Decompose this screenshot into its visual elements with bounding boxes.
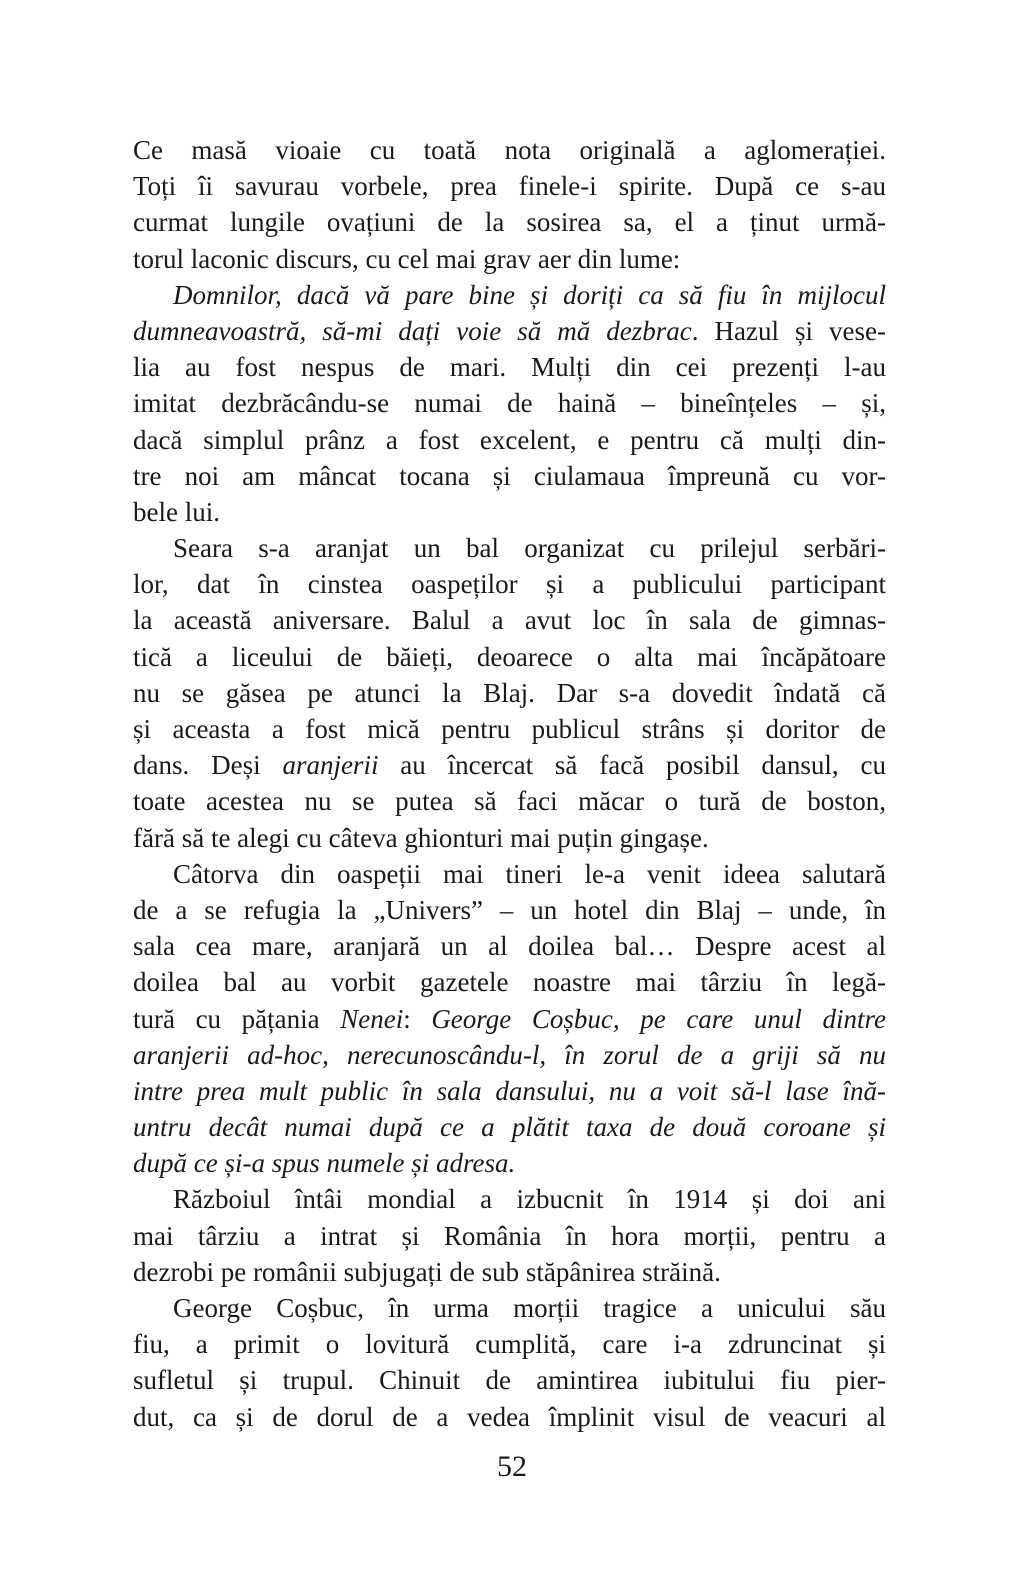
text-run: fiu, a primit o lovitură cumplită, care i-a zdruncinat și: [133, 1329, 886, 1360]
text-line: [133, 856, 886, 892]
text-run: mai târziu a intrat și România în hora morții, pentru a: [133, 1220, 886, 1251]
text-line: [133, 892, 886, 928]
text-line: [133, 132, 886, 168]
text-line: [133, 385, 886, 421]
text-line: [133, 747, 886, 783]
text-line: [133, 349, 886, 385]
text-line: [133, 566, 886, 602]
text-line: [133, 458, 886, 494]
text-line: [133, 820, 886, 856]
text-run: dans. Deși: [133, 750, 283, 781]
text-run: Războiul întâi mondial a izbucnit în 1914 și doi ani: [173, 1184, 886, 1215]
text-run: lor, dat în cinstea oaspeților și a publicului participant: [133, 569, 886, 600]
italic-text: Domnilor, dacă vă pare bine și doriți ca să fiu în mijlocul: [173, 279, 886, 310]
text-line: [133, 783, 886, 819]
text-line: [133, 1037, 886, 1073]
italic-text: aranjerii ad-hoc, nerecunoscându-l, în zorul de a griji să nu: [133, 1039, 886, 1070]
text-run: Seara s-a aranjat un bal organizat cu prilejul serbări-: [173, 533, 886, 564]
text-run: la această aniversare. Balul a avut loc în sala de gimnas-: [133, 605, 886, 636]
text-line: [133, 313, 886, 349]
text-line: [133, 1326, 886, 1362]
text-line: [133, 639, 886, 675]
italic-text: după ce și-a spus numele și adresa.: [133, 1148, 516, 1179]
text-run: torul laconic discurs, cu cel mai grav aer din lume:: [133, 243, 681, 274]
text-run: nu se găsea pe atunci la Blaj. Dar s-a dovedit îndată că: [133, 677, 886, 708]
text-line: [133, 1181, 886, 1217]
text-line: [133, 422, 886, 458]
page-number: 52: [497, 1450, 527, 1483]
text-line: [133, 1218, 886, 1254]
text-line: [133, 1073, 886, 1109]
text-line: [133, 675, 886, 711]
text-line: [133, 602, 886, 638]
text-run: dezrobi pe românii subjugați de sub stăpânirea străină.: [133, 1256, 721, 1287]
text-line: [133, 241, 886, 277]
text-line: [133, 277, 886, 313]
text-line: [133, 964, 886, 1000]
text-run: tică a liceului de băieți, deoarece o alta mai încăpătoare: [133, 641, 886, 672]
text-run: tre noi am mâncat tocana și ciulamaua împreună cu vor-: [133, 460, 886, 491]
text-line: [133, 928, 886, 964]
italic-text: aranjerii: [282, 750, 379, 781]
text-line: [133, 1254, 886, 1290]
text-run: . Hazul și vese-: [691, 315, 886, 346]
italic-text: intre prea mult public în sala dansului, nu a voit să-l lase înă-: [133, 1075, 886, 1106]
text-run: și aceasta a fost mică pentru publicul strâns și doritor de: [133, 714, 886, 744]
text-line: [133, 1290, 886, 1326]
text-run: lia au fost nespus de mari. Mulți din cei prezenți l-au: [133, 352, 886, 383]
text-line: [133, 1145, 886, 1181]
italic-text: untru decât numai după ce a plătit taxa de două coroane și: [133, 1112, 886, 1143]
text-line: [133, 530, 886, 566]
text-run: Ce masă vioaie cu toată nota originală a aglomerației.: [133, 135, 886, 165]
text-run: George Coșbuc, în urma morții tragice a unicului său: [173, 1293, 886, 1323]
text-run: au încercat să facă posibil dansul, cu: [378, 750, 886, 781]
text-run: Toți îi savurau vorbele, prea finele-i spirite. După ce s-au: [133, 171, 886, 202]
text-line: [133, 711, 886, 747]
text-line: [133, 1001, 886, 1037]
text-run: imitat dezbrăcându-se numai de haină – bineînțeles – și,: [133, 388, 886, 419]
text-line: [133, 1362, 886, 1398]
italic-text: dumneavoastră, să-mi dați voie să mă dezbrac: [133, 315, 692, 346]
italic-text: George Coșbuc, pe care unul dintre: [431, 1003, 886, 1034]
text-run: sala cea mare, aranjară un al doilea bal… Despre acest al: [133, 931, 886, 962]
text-run: de a se refugia la „Univers” – un hotel din Blaj – unde, în: [133, 894, 886, 925]
text-run: doilea bal au vorbit gazetele noastre mai târziu în legă-: [133, 967, 886, 998]
text-run: dut, ca și de dorul de a vedea împlinit visul de veacuri al: [133, 1401, 886, 1432]
text-line: [133, 1399, 886, 1435]
text-run: tură cu pățania: [133, 1003, 341, 1034]
text-run: :: [403, 1003, 432, 1034]
text-line: [133, 494, 886, 530]
body-text: [133, 132, 886, 1435]
text-run: curmat lungile ovațiuni de la sosirea sa, el a ținut urmă-: [133, 207, 886, 238]
text-run: Câtorva din oaspeții mai tineri le-a venit ideea salutară: [173, 858, 886, 889]
text-run: fără să te alegi cu câteva ghionturi mai puțin gingașe.: [133, 822, 709, 853]
italic-text: Nenei: [340, 1003, 404, 1034]
text-run: sufletul și trupul. Chinuit de amintirea iubitului fiu pier-: [133, 1365, 886, 1396]
text-run: dacă simplul prânz a fost excelent, e pentru că mulți din-: [133, 424, 886, 455]
text-run: bele lui.: [133, 496, 220, 527]
text-line: [133, 1109, 886, 1145]
text-line: [133, 168, 886, 204]
text-line: [133, 204, 886, 240]
text-run: toate acestea nu se putea să faci măcar o tură de boston,: [133, 786, 886, 817]
